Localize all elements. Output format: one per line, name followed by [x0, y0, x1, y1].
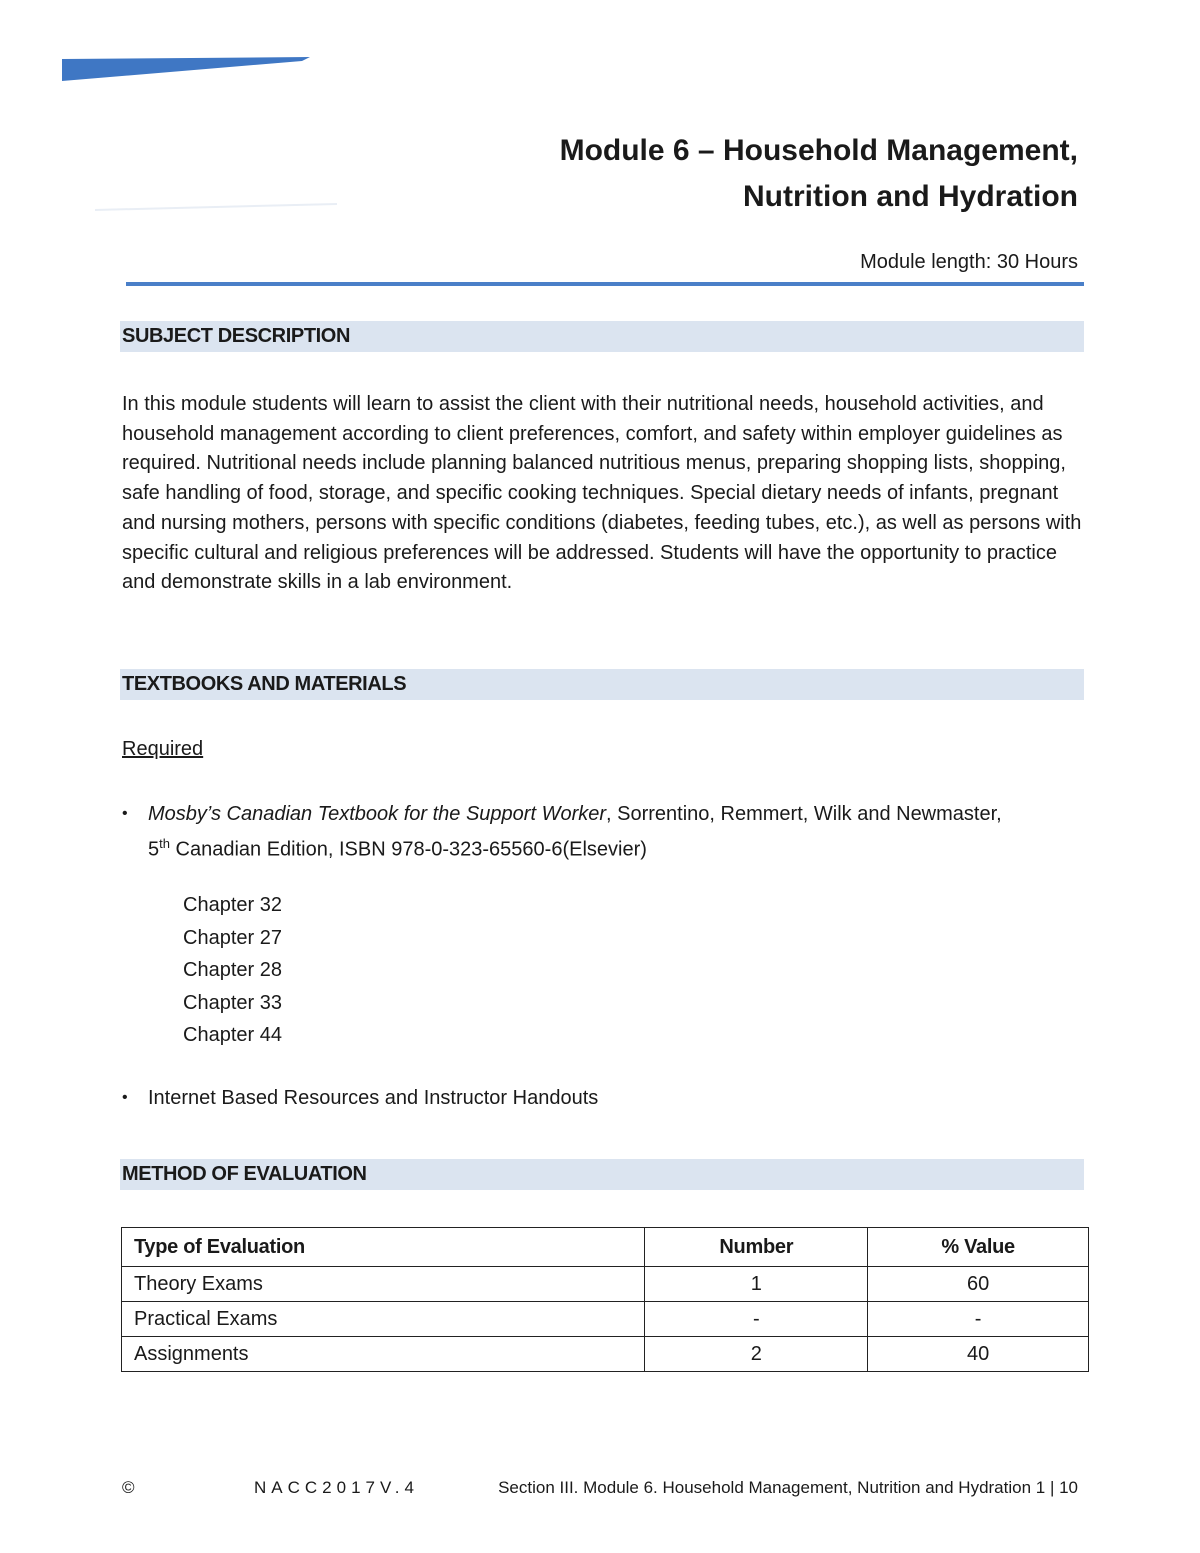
- module-length: Module length: 30 Hours: [860, 251, 1078, 273]
- column-header: % Value: [868, 1228, 1089, 1267]
- section-footer-text: Section III. Module 6. Household Management, Nutrition and Hydration 1 | 10: [498, 1478, 1078, 1497]
- table-cell: Theory Exams: [122, 1267, 645, 1302]
- evaluation-heading: METHOD OF EVALUATION: [120, 1159, 1084, 1190]
- evaluation-table: [121, 1227, 1089, 1372]
- textbooks-heading: TEXTBOOKS AND MATERIALS: [120, 669, 1084, 700]
- edition-superscript: th: [159, 836, 170, 851]
- title-line-2: Nutrition and Hydration: [743, 180, 1078, 213]
- table-cell: 1: [645, 1267, 868, 1302]
- page-title: [560, 128, 1078, 220]
- chapter-item: Chapter 27: [183, 926, 282, 949]
- table-cell: 60: [868, 1267, 1089, 1302]
- table-header-row: [122, 1228, 1089, 1267]
- required-label: Required: [122, 738, 204, 760]
- book-authors: , Sorrentino, Remmert, Wilk and Newmaster,: [606, 803, 1002, 825]
- column-header: Number: [645, 1228, 868, 1267]
- chapter-item: Chapter 33: [183, 991, 282, 1014]
- chapter-list: [183, 889, 282, 1052]
- subject-description-heading: SUBJECT DESCRIPTION: [120, 321, 1084, 352]
- logo-bar: [62, 57, 310, 83]
- chapter-item: Chapter 28: [183, 959, 282, 981]
- title-line-1: Module 6 – Household Management,: [559, 134, 1078, 167]
- bullet-icon: •: [122, 805, 128, 822]
- edition-number: 5: [148, 838, 160, 861]
- copyright-symbol: ©: [122, 1478, 135, 1497]
- chapter-item: Chapter 44: [183, 1024, 282, 1046]
- table-row: [122, 1267, 1089, 1302]
- table-cell: 2: [645, 1337, 868, 1372]
- column-header: Type of Evaluation: [122, 1228, 645, 1267]
- table-cell: -: [645, 1302, 868, 1337]
- table-cell: Practical Exams: [122, 1302, 645, 1337]
- version-label: NACC2017V.4: [254, 1478, 419, 1497]
- table-cell: -: [868, 1302, 1089, 1337]
- decorative-line: [95, 198, 337, 208]
- table-cell: 40: [868, 1337, 1089, 1372]
- book-title: Mosby’s Canadian Textbook for the Support Worker: [148, 803, 607, 825]
- title-divider: [126, 282, 1084, 286]
- bullet-icon: •: [122, 1089, 128, 1106]
- subject-description-text: In this module students will learn to assist the client with their nutritional needs, household activities, and household management according to client preferences, comfort, and safety within employer guidelines as required. Nutritional needs include planning balanced nutritious menus, preparing shopping lists, shopping, safe handling of food, storage, and specific cooking techniques. Special dietary needs of infants, pregnant and nursing mothers, persons with specific conditions (diabetes, feeding tubes, etc.), as well as persons with specific cultural and religious preferences will be addressed. Students will have the opportunity to practice and demonstrate skills in a lab environment.: [122, 393, 1082, 594]
- chapter-item: Chapter 32: [183, 894, 282, 916]
- resources-text: Internet Based Resources and Instructor Handouts: [148, 1087, 599, 1109]
- table-row: [122, 1302, 1089, 1337]
- edition-details: Canadian Edition, ISBN 978-0-323-65560-6(Elsevier): [169, 838, 647, 861]
- textbook-citation: [148, 799, 1098, 865]
- table-cell: Assignments: [122, 1337, 645, 1372]
- table-row: [122, 1337, 1089, 1372]
